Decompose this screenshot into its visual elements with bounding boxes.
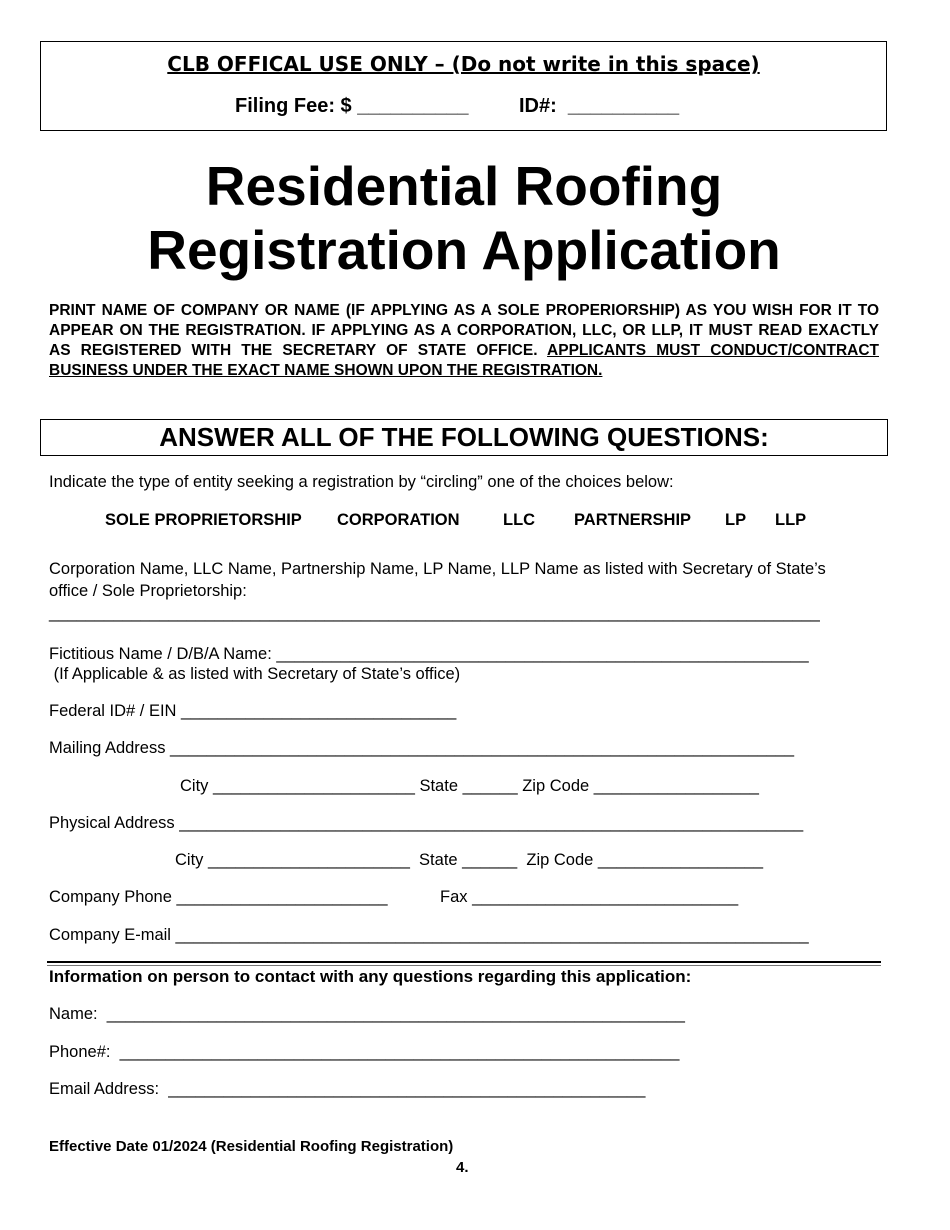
answer-heading: ANSWER ALL OF THE FOLLOWING QUESTIONS:	[159, 422, 769, 452]
contact-name-field[interactable]: Name: _______________________________________________________________	[49, 1005, 685, 1023]
entity-choice-corporation[interactable]: CORPORATION	[337, 511, 460, 529]
entity-choice-lp[interactable]: LP	[725, 511, 747, 529]
contact-email-field[interactable]: Email Address: ____________________________________________________	[49, 1080, 646, 1098]
filing-fee-field[interactable]: Filing Fee: $ __________	[235, 95, 469, 117]
instructions-text: PRINT NAME OF COMPANY OR NAME (IF APPLYING AS A SOLE PROPERIORSHIP) AS YOU WISH FOR IT TO APPEAR ON THE REGISTRATION. IF APPLYING AS A CORPORATION, LLC, OR LLP, IT MUST READ EXACTLY AS REGISTERED WITH THE SECRETARY OF STATE OFFICE.	[49, 302, 879, 359]
mailing-address-field[interactable]: Mailing Address ____________________________________________________________________	[49, 739, 795, 757]
page-title-line-2: Registration Application	[147, 219, 781, 281]
entity-choice-llc[interactable]: LLC	[503, 511, 536, 529]
corp-name-label: Corporation Name, LLC Name, Partnership Name, LP Name, LLP Name as listed with Secretary of State’s	[49, 560, 826, 578]
mailing-city-state-zip-field[interactable]: City ______________________ State ______ Zip Code __________________	[180, 777, 759, 795]
page-title-line-1: Residential Roofing	[205, 155, 723, 217]
section-divider-thin	[47, 965, 881, 966]
corp-name-field[interactable]: ____________________________________________________________________________________	[49, 604, 820, 622]
physical-address-field[interactable]: Physical Address ____________________________________________________________________	[49, 814, 804, 832]
physical-city-state-zip-field[interactable]: City ______________________ State ______ Zip Code __________________	[175, 851, 764, 869]
instructions-paragraph	[49, 301, 879, 381]
company-phone-field[interactable]: Company Phone _______________________	[49, 888, 388, 906]
effective-date-footer: Effective Date 01/2024 (Residential Roofing Registration)	[49, 1138, 454, 1155]
entity-choice-partnership[interactable]: PARTNERSHIP	[574, 511, 692, 529]
section-divider	[47, 961, 881, 963]
federal-id-field[interactable]: Federal ID# / EIN ______________________________	[49, 702, 457, 720]
company-email-field[interactable]: Company E-mail _____________________________________________________________________	[49, 926, 809, 944]
page-number: 4.	[456, 1159, 469, 1176]
entity-type-prompt: Indicate the type of entity seeking a registration by “circling” one of the choices below:	[49, 473, 674, 491]
corp-name-label-cont: office / Sole Proprietorship:	[49, 582, 247, 600]
fictitious-name-note: (If Applicable & as listed with Secretary of State’s office)	[49, 665, 461, 683]
id-number-field[interactable]: ID#: __________	[519, 95, 680, 117]
entity-choice-llp[interactable]: LLP	[775, 511, 807, 529]
contact-heading: Information on person to contact with any questions regarding this application:	[49, 967, 692, 986]
answer-heading-box	[40, 419, 888, 456]
instructions-underlined-text: APPLICANTS MUST CONDUCT/CONTRACT BUSINESS UNDER THE EXACT NAME SHOWN UPON THE REGISTRATION.	[49, 342, 879, 379]
official-use-title: CLB OFFICAL USE ONLY – (Do not write in this space)	[167, 52, 760, 76]
fictitious-name-field[interactable]: Fictitious Name / D/B/A Name: __________________________________________________________	[49, 645, 809, 663]
entity-choice-sole-proprietorship[interactable]: SOLE PROPRIETORSHIP	[105, 511, 302, 529]
fax-field[interactable]: Fax _____________________________	[440, 888, 739, 906]
official-use-box	[40, 41, 887, 131]
contact-phone-field[interactable]: Phone#: _____________________________________________________________	[49, 1043, 680, 1061]
